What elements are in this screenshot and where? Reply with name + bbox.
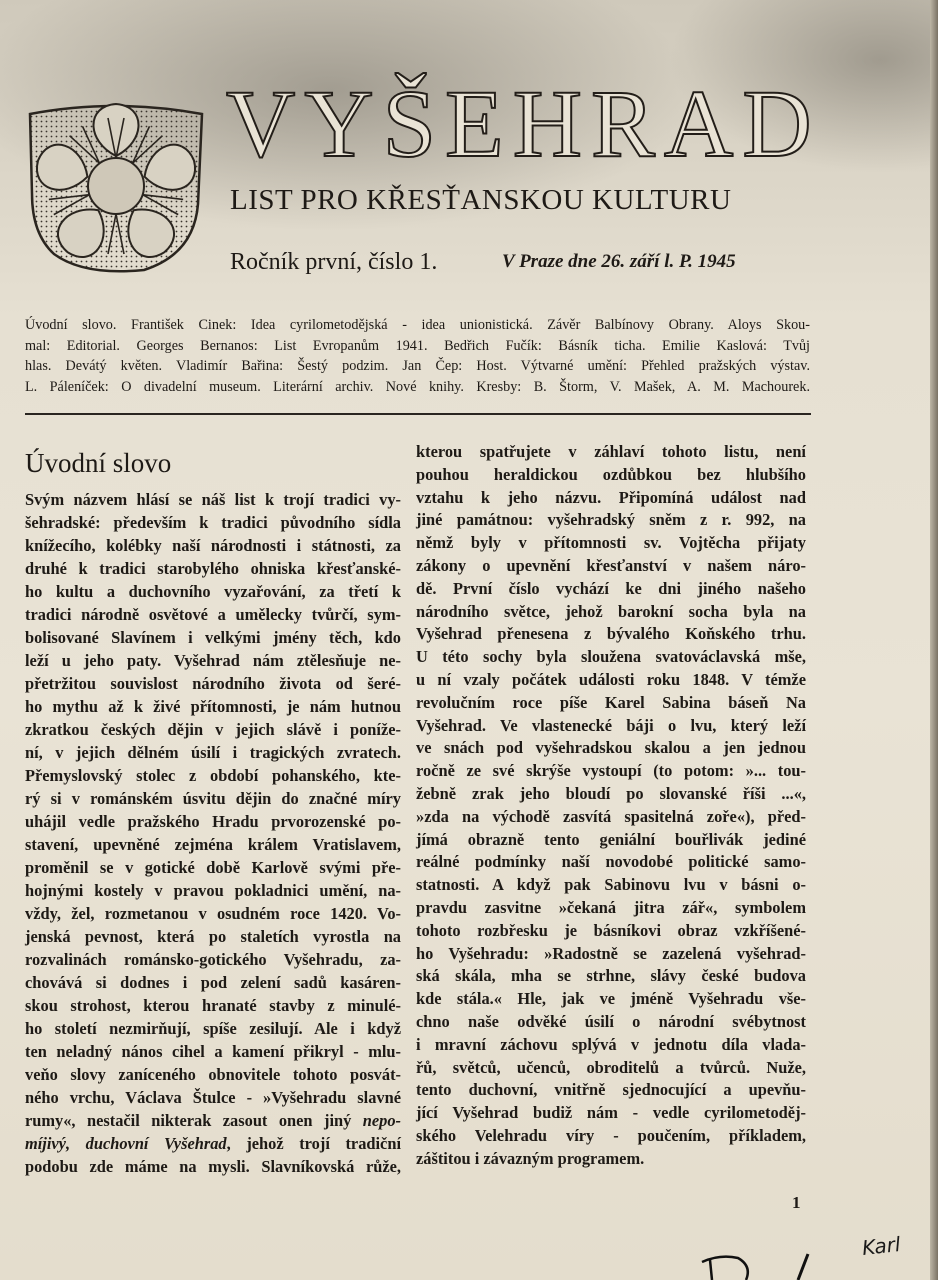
- text-line: proměnil se v gotické době Karlově svými pře-: [25, 858, 401, 877]
- text-line: kterou spatřujete v záhlaví tohoto listu, není: [416, 442, 806, 461]
- text-line: pravdu zasvitne »čekaná jitra zář«, symbolem: [416, 897, 806, 917]
- text-line: stavení, upevněné zejména králem Vratislavem,: [25, 835, 401, 854]
- text-line: ho mythu až k živé přítomnosti, je nám hutnou: [25, 697, 401, 716]
- text-line: kde stála.« Hle, jak ve jméně Vyšehradu vše-: [416, 989, 806, 1009]
- text-line: bolisované Slavínem i velkými jmény těch, kdo: [25, 628, 401, 647]
- text-segment: rumy«, nestačil nikterak zasout onen jiný: [25, 1111, 363, 1130]
- toc-line: hlas. Devátý květen. Vladimír Bařina: Šestý podzim. Jan Čep: Host. Výtvarné umění: Přehled pražských výstav.: [25, 358, 810, 374]
- text-line: chno naše odvěké úsilí o národní svébytnost: [416, 1011, 806, 1031]
- text-line: žebně zrak jeho bloudí po slovanské říši ...«,: [416, 783, 806, 803]
- toc-line: mal: Editorial. Georges Bernanos: List Evropanům 1941. Bedřich Fučík: Básník ticha. Emilie Kaslová: Tvůj: [25, 337, 810, 354]
- slavnik-rose-shield-icon: [24, 94, 208, 274]
- masthead-subtitle: LIST PRO KŘESŤANSKOU KULTURU: [230, 184, 732, 216]
- text-line: tradici národně osvětové a umělecky tvůrčí, sym-: [25, 605, 401, 624]
- text-line: »zda na východě zasvítá spasitelná zoře«), před-: [416, 806, 806, 826]
- text-line: chovává si dodnes i pod zelení sadů kasáren-: [25, 973, 401, 992]
- text-line: vztahu k jeho názvu. Připomíná událost nad: [416, 487, 806, 507]
- masthead-title: VYŠEHRAD: [226, 70, 821, 177]
- text-line: u ní vzaly počátek události roku 1848. V témže: [416, 669, 806, 689]
- text-line: Svým názvem hlásí se náš list k trojí tradici vy-: [25, 490, 401, 509]
- text-line: U této sochy byla sloužena svatováclavská mše,: [416, 647, 806, 667]
- text-line: ho Vyšehradu: »Radostně se zazelená vyšehrad-: [416, 943, 806, 963]
- text-line: ho kultu a duchovního vyzařování, za třetí k: [25, 582, 401, 601]
- table-of-contents: [25, 315, 810, 397]
- text-line: ská skála, mha se strhne, slávy české budova: [416, 966, 806, 986]
- text-line: němž byly v přítomnosti sv. Vojtěcha přijaty: [416, 533, 806, 553]
- text-line: řů, světců, učenců, obroditelů a tvůrců. Nuže,: [416, 1057, 806, 1077]
- text-line: jenská pevnost, která po staletích vyrostla na: [25, 927, 401, 946]
- article-column-right: [416, 441, 806, 1171]
- text-line: [25, 1109, 401, 1132]
- toc-line: Úvodní slovo. František Cinek: Idea cyrilometodějská - idea unionistická. Závěr Balbínovy Obrany. Aloys Skou-: [25, 317, 810, 333]
- text-line: ní, v jejich dělném úsilí i tragických zvratech.: [25, 743, 401, 762]
- text-line: ve snách pod vyšehradskou skalou a jen jednou: [416, 738, 806, 758]
- text-line: ten neladný nános cihel a kamení přikryl - mlu-: [25, 1042, 401, 1061]
- text-line: uhájil vedle pražského Hradu prvorozenské po-: [25, 812, 401, 831]
- text-line: druhé k tradici starobylého ohniska křesťanské-: [25, 559, 401, 578]
- issue-number: Ročník první, číslo 1.: [230, 249, 438, 275]
- text-line: statnosti. A když pak Sabinovu lvu v básni o-: [416, 875, 806, 895]
- text-line: národního světce, jehož barokní socha byla na: [416, 601, 806, 621]
- text-line: knížecího, kolébky naší národnosti i státnosti, za: [25, 536, 401, 555]
- italic-text: míjivý, duchovní Vyšehrad: [25, 1134, 227, 1153]
- text-line: Vyšehrad. Ve vlastenecké báji o lvu, který leží: [416, 715, 806, 735]
- text-line: šehradské: především k tradici původního sídla: [25, 513, 401, 532]
- text-line: jímá obrazně tento geniální bouřlivák jediné: [416, 829, 806, 849]
- text-line: ročně ze své skrýše vystoupí (to potom: »... tou-: [416, 761, 806, 781]
- text-line: pouhou heraldickou ozdůbkou bez hlubšího: [416, 464, 806, 484]
- text-line: tento duchovní, vnitřně sjednocující a upevňu-: [416, 1080, 806, 1100]
- text-segment: , jehož trojí tradiční: [226, 1134, 402, 1153]
- text-line: rý si v románském úsvitu dějin do značné míry: [25, 789, 401, 808]
- italic-text: nepo-: [362, 1111, 401, 1130]
- text-line: ského Velehradu víry - poučením, příkladem,: [416, 1125, 806, 1145]
- text-line: hojnými kostely v pravou pokladnici umění, na-: [25, 881, 401, 900]
- text-line: zkratkou českých dějin v jejich slávě i poníže-: [25, 720, 401, 739]
- text-line: [25, 1132, 401, 1155]
- text-line: i mravní záchovu splývá v jednotu díla vlada-: [416, 1034, 806, 1054]
- handwritten-note: Karl: [860, 1232, 902, 1260]
- page-edge-shadow: [930, 0, 938, 1280]
- text-line: skou strohost, kterou hranaté stavby z minulé-: [25, 996, 401, 1015]
- text-line: přetržitou souvislost národního života od šeré-: [25, 674, 401, 693]
- text-line: tohoto rozbřesku je básníkovi obraz vzkříšené-: [416, 920, 806, 940]
- text-line: ného vrchu, Václava Štulce - »Vyšehradu slavné: [25, 1088, 401, 1107]
- text-line: rozvalinách románsko-gotického Vyšehradu, za-: [25, 950, 401, 969]
- text-line: Vyšehrad přenesena z bývalého Koňského trhu.: [416, 624, 806, 644]
- text-line: záštitou i závazným programem.: [416, 1148, 645, 1168]
- divider-rule: [25, 413, 811, 415]
- text-line: reálné podmínky naší novodobé politické samo-: [416, 852, 806, 872]
- text-line: vždy, žel, rozmetanou v osudném roce 1420. Vo-: [25, 904, 401, 923]
- text-line: podobu zde máme na mysli. Slavníkovská růže,: [25, 1157, 401, 1176]
- text-line: jiné památnou: vyšehradský sněm z r. 992, na: [416, 510, 806, 530]
- text-line: leží u jeho paty. Vyšehrad nám ztělesňuje ne-: [25, 651, 401, 670]
- text-line: veňo slovy zaníceného obnovitele tohoto posvát-: [25, 1065, 401, 1084]
- text-line: zákony o upevnění křesťanství v našem náro-: [416, 555, 806, 575]
- text-line: dě. První číslo vychází ke dni jiného našeho: [416, 578, 806, 598]
- page-number: 1: [792, 1193, 801, 1212]
- article-heading: Úvodní slovo: [25, 448, 172, 478]
- text-line: revolučním roce píše Karel Sabina báseň Na: [416, 692, 806, 712]
- text-line: Přemyslovský stolec z období pohanského, kte-: [25, 766, 401, 785]
- article-column-left: [25, 488, 401, 1178]
- issue-date: V Praze dne 26. září l. P. 1945: [502, 251, 736, 272]
- text-line: ho století nezmirňují, spíše zesilují. Ale i když: [25, 1019, 401, 1038]
- text-line: jící Vyšehrad budiž nám - vedle cyrilometoděj-: [416, 1103, 806, 1123]
- toc-line: L. Páleníček: O divadelní museum. Literární archiv. Nové knihy. Kresby: B. Štorm, V. Mašek, A. M. Machourek.: [25, 378, 810, 395]
